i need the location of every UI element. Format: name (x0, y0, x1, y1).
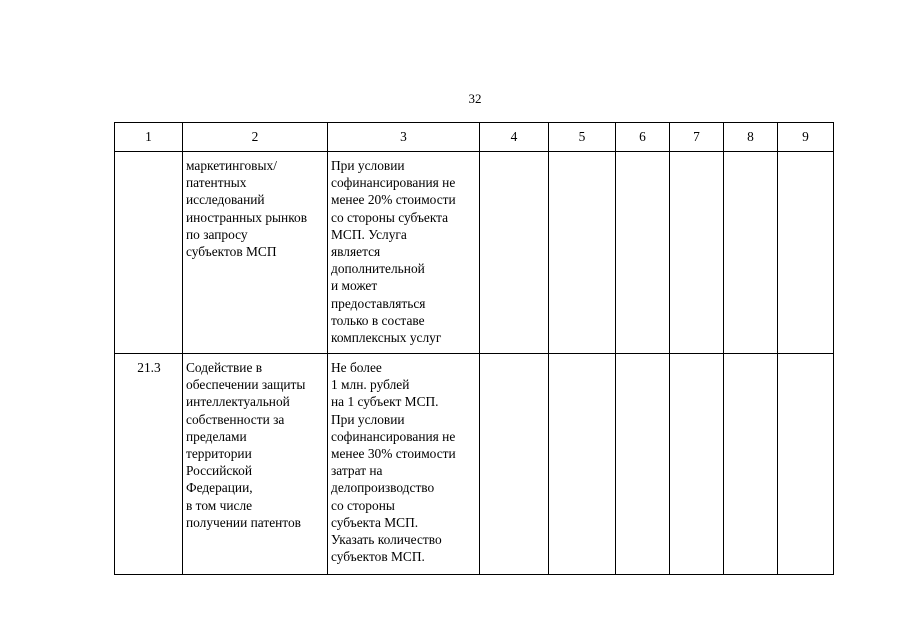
text-line: интеллектуальной (186, 394, 290, 410)
text-line: субъекта МСП. (331, 514, 419, 530)
row-number-cell (115, 152, 183, 354)
service-name-cell (183, 152, 328, 354)
text-line: только в составе (331, 312, 425, 328)
header-cell: 2 (183, 123, 328, 152)
text-line: со стороны (331, 497, 395, 513)
text-line: патентных (186, 175, 247, 191)
header-cell: 6 (616, 123, 670, 152)
empty-cell (480, 354, 549, 575)
text-line: комплексных услуг (331, 330, 442, 346)
text-line: субъектов МСП. (331, 549, 425, 565)
text-line: получении патентов (186, 514, 302, 530)
row-number-cell: 21.3 (115, 354, 183, 575)
page-number: 32 (468, 91, 482, 106)
empty-cell (670, 354, 724, 575)
text-line: в том числе (186, 497, 253, 513)
text-line: Не более (331, 360, 382, 375)
empty-cell (480, 152, 549, 354)
text-line: менее 20% стоимости (331, 192, 456, 208)
table-row (115, 152, 834, 354)
header-cell: 1 (115, 123, 183, 152)
empty-cell (549, 152, 616, 354)
text-line: и может (331, 278, 378, 294)
service-name-cell (183, 354, 328, 575)
conditions-cell (328, 152, 480, 354)
text-line: маркетинговых/ (186, 158, 277, 173)
empty-cell (616, 152, 670, 354)
text-line: иностранных рынков (186, 209, 308, 225)
header-cell: 9 (778, 123, 834, 152)
text-line: МСП. Услуга (331, 226, 407, 242)
text-line: со стороны субъекта (331, 209, 449, 225)
text-line: софинансирования не (331, 428, 456, 444)
text-line: предоставляться (331, 295, 426, 311)
text-line: Содействие в (186, 360, 263, 375)
table-header-row (115, 123, 834, 152)
text-line: на 1 субъект МСП. (331, 394, 439, 410)
text-line: затрат на (331, 463, 383, 479)
header-cell: 4 (480, 123, 549, 152)
text-line: обеспечении защиты (186, 377, 306, 393)
header-cell: 5 (549, 123, 616, 152)
table-row (115, 354, 834, 575)
header-cell: 3 (328, 123, 480, 152)
conditions-cell (328, 354, 480, 575)
text-line: менее 30% стоимости (331, 446, 456, 462)
empty-cell (724, 152, 778, 354)
measures-table (114, 122, 834, 575)
text-line: субъектов МСП (186, 244, 277, 260)
text-line: по запросу (186, 226, 248, 242)
text-line: софинансирования не (331, 175, 456, 191)
text-line: При условии (331, 411, 405, 427)
text-line: Указать количество (331, 532, 442, 548)
empty-cell (724, 354, 778, 575)
text-line: 1 млн. рублей (331, 377, 410, 393)
header-cell: 7 (670, 123, 724, 152)
empty-cell (616, 354, 670, 575)
header-cell: 8 (724, 123, 778, 152)
text-line: делопроизводство (331, 480, 435, 496)
empty-cell (778, 354, 834, 575)
text-line: дополнительной (331, 261, 425, 277)
empty-cell (549, 354, 616, 575)
text-line: является (331, 244, 381, 260)
text-line: исследований (186, 192, 265, 208)
empty-cell (670, 152, 724, 354)
text-line: собственности за (186, 411, 285, 427)
text-line: Российской (186, 463, 252, 479)
empty-cell (778, 152, 834, 354)
text-line: пределами (186, 428, 247, 444)
text-line: Федерации, (186, 480, 253, 496)
text-line: При условии (331, 158, 405, 173)
text-line: территории (186, 446, 252, 462)
